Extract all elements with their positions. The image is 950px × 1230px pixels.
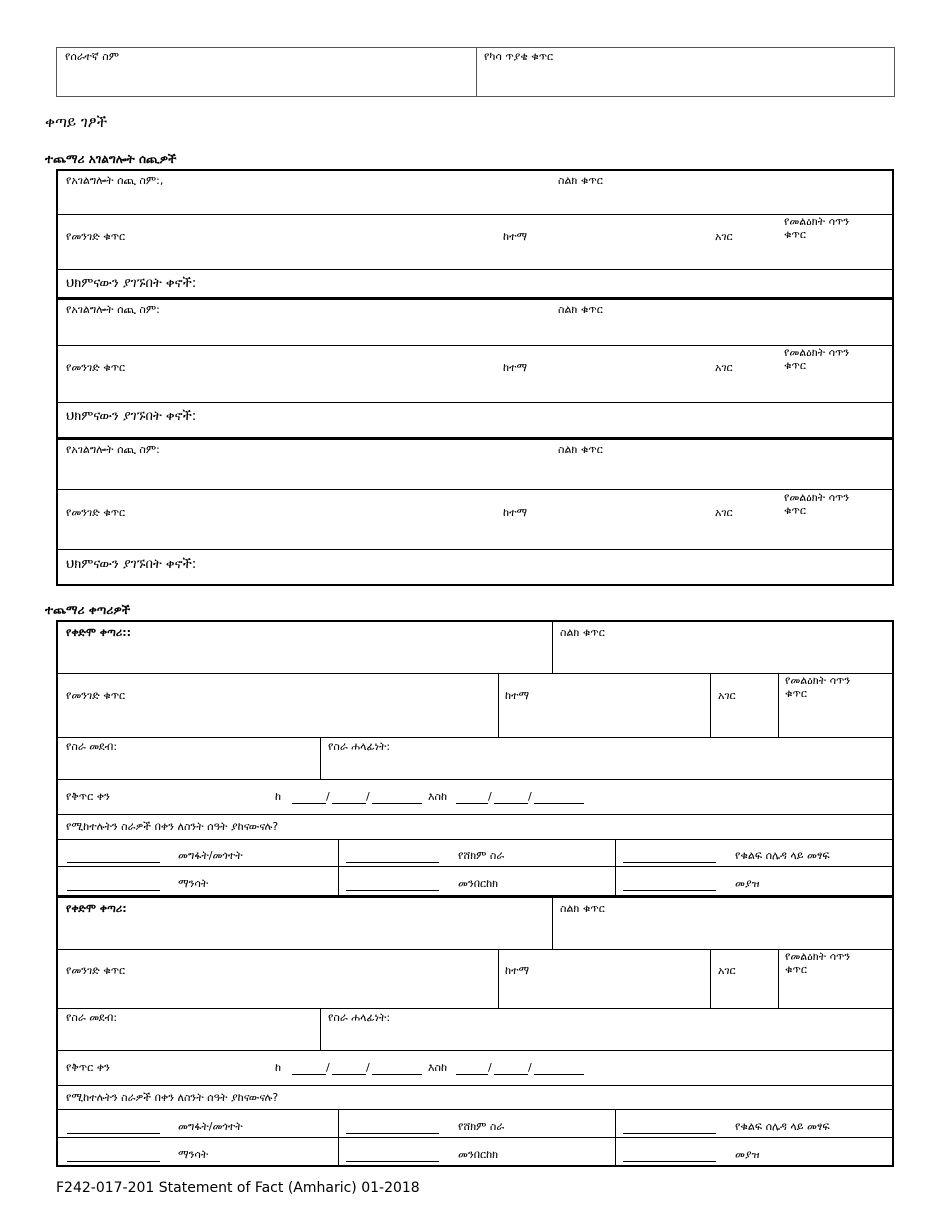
continued-pages-heading: ቀጣይ ገፆች — [45, 113, 108, 131]
header-fields-box — [56, 47, 895, 97]
provider-phone-label: ስልክ ቁጥር — [558, 443, 603, 456]
provider-dates-label: ህክምናውን ያገኙበት ቀኖች: — [66, 409, 197, 424]
claim-number-label: የካሳ ጥያቄ ቁጥር — [484, 50, 554, 63]
provider-city-label: ከተማ — [503, 230, 528, 243]
provider-city-label: ከተማ — [503, 506, 528, 519]
hours-question: የሚከተሉትን ስራዎች በቀን ለስንት ሰዓት ያከናውናሉ? — [66, 820, 279, 833]
employer-street-label: የመንገድ ቁጥር — [66, 964, 126, 977]
employment-dates-label: የቅጥር ቀን — [66, 790, 110, 803]
employee-name-label: የሰራተኛ ስም — [65, 50, 120, 63]
task-carrying: የሸክም ስራ — [458, 1120, 505, 1133]
providers-table — [56, 169, 894, 586]
provider-street-label: የመንገድ ቁጥር — [66, 506, 126, 519]
provider-state-label: አገር — [715, 361, 733, 374]
provider-street-label: የመንገድ ቁጥር — [66, 230, 126, 243]
employer-zip-label: የመልዕክት ሳጥን ቁጥር — [785, 674, 851, 700]
task-lifting: ማንሳት — [178, 1148, 209, 1161]
provider-name-label: የአገልግሎት ሰጪ ስም: — [66, 443, 160, 456]
task-grasping: መያዝ — [735, 877, 760, 890]
to-label: እስከ — [428, 790, 448, 803]
provider-city-label: ከተማ — [503, 361, 528, 374]
employer-phone-label: ስልክ ቁጥር — [560, 626, 605, 639]
employer-city-label: ከተማ — [505, 964, 530, 977]
job-title-label: የስራ መደብ: — [66, 740, 118, 753]
employer-label: የቀድሞ ቀጣሪ:: — [66, 626, 132, 639]
task-keyboarding: የቁልፍ ሰሌዳ ላይ መፃፍ — [735, 1120, 830, 1133]
from-label: ከ — [275, 790, 282, 803]
provider-zip-label: የመልዕክት ሳጥን ቁጥር — [784, 215, 850, 241]
providers-title: ተጨማሪ አገልግሎት ሰጪዎች — [45, 152, 177, 166]
provider-name-label: የአገልግሎት ሰጪ ስም: — [66, 303, 160, 316]
task-carrying: የሸክም ስራ — [458, 849, 505, 862]
provider-zip-label: የመልዕክት ሳጥን ቁጥር — [784, 491, 850, 517]
to-label: እስከ — [428, 1061, 448, 1074]
employer-street-label: የመንገድ ቁጥር — [66, 689, 126, 702]
task-push-pull: መግፋት/መጎተት — [178, 849, 243, 862]
provider-dates-label: ህክምናውን ያገኙበት ቀኖች: — [66, 276, 197, 291]
employers-title: ተጨማሪ ቀጣሪዎች — [45, 603, 131, 617]
form-footer: F242-017-201 Statement of Fact (Amharic) 01-2018 — [56, 1180, 420, 1196]
employer-state-label: አገር — [718, 964, 736, 977]
hours-question: የሚከተሉትን ስራዎች በቀን ለስንት ሰዓት ያከናውናሉ? — [66, 1091, 279, 1104]
job-duties-label: የስራ ሐላፊነት: — [328, 1011, 391, 1024]
task-keyboarding: የቁልፍ ሰሌዳ ላይ መፃፍ — [735, 849, 830, 862]
employment-dates-label: የቅጥር ቀን — [66, 1061, 110, 1074]
employer-city-label: ከተማ — [505, 689, 530, 702]
employer-label: የቀድሞ ቀጣሪ: — [66, 902, 127, 915]
task-lifting: ማንሳት — [178, 877, 209, 890]
employer-block-1: የቀድሞ ቀጣሪ:: ስልክ ቁጥር የመንገድ ቁጥር ከተማ አገር የመልዕክት ሳጥን ቁጥር የስራ መደብ: የስራ ሐላፊነት: የቅጥር ቀን ከ / / እስከ / / የሚከተሉትን ስራዎች በቀን ለስንት ሰዓት ያከናውናሉ? መግፋት/መጎተት የሸክም ስራ የቁልፍ ሰሌዳ ላይ መፃፍ ማንሳት መንበርከክ መያዝ — [58, 622, 892, 895]
provider-dates-label: ህክምናውን ያገኙበት ቀኖች: — [66, 557, 197, 572]
task-push-pull: መግፋት/መጎተት — [178, 1120, 243, 1133]
provider-zip-label: የመልዕክት ሳጥን ቁጥር — [784, 346, 850, 372]
task-grasping: መያዝ — [735, 1148, 760, 1161]
from-label: ከ — [275, 1061, 282, 1074]
provider-block-2 — [58, 300, 892, 437]
provider-state-label: አገር — [715, 230, 733, 243]
employer-block-2: የቀድሞ ቀጣሪ: ስልክ ቁጥር የመንገድ ቁጥር ከተማ አገር የመልዕክት ሳጥን ቁጥር የስራ መደብ: የስራ ሐላፊነት: የቅጥር ቀን ከ / / እስከ / / የሚከተሉትን ስራዎች በቀን ለስንት ሰዓት ያከናውናሉ? መግፋት/መጎተት የሸክም ስራ የቁልፍ ሰሌዳ ላይ መፃፍ ማንሳት መንበርከክ መያዝ — [58, 898, 892, 1167]
task-kneeling: መንበርከክ — [458, 877, 499, 890]
provider-name-label: የአገልግሎት ሰጪ ስም:, — [66, 174, 164, 187]
employer-phone-label: ስልክ ቁጥር — [560, 902, 605, 915]
provider-street-label: የመንገድ ቁጥር — [66, 361, 126, 374]
employer-zip-label: የመልዕክት ሳጥን ቁጥር — [785, 950, 851, 976]
provider-phone-label: ስልክ ቁጥር — [558, 174, 603, 187]
job-title-label: የስራ መደብ: — [66, 1011, 118, 1024]
employers-table — [56, 620, 894, 1167]
employer-state-label: አገር — [718, 689, 736, 702]
provider-state-label: አገር — [715, 506, 733, 519]
job-duties-label: የስራ ሐላፊነት: — [328, 740, 391, 753]
task-kneeling: መንበርከክ — [458, 1148, 499, 1161]
provider-phone-label: ስልክ ቁጥር — [558, 303, 603, 316]
provider-block-3 — [58, 440, 892, 586]
provider-block-1 — [58, 171, 892, 299]
